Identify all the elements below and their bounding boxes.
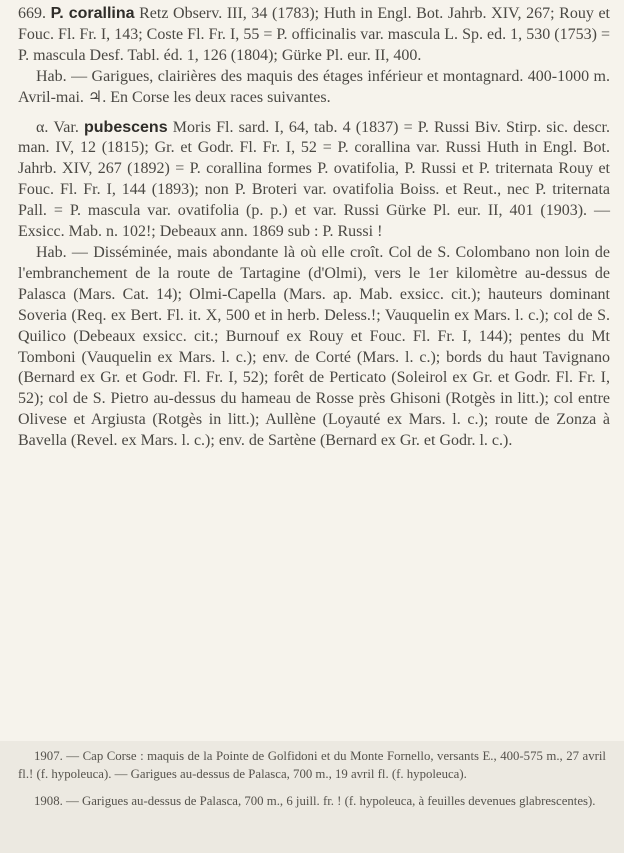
variety-label: α. Var. — [36, 118, 79, 136]
note-1907: 1907. — Cap Corse : maquis de la Pointe de Golfidoni et du Monte Fornello, versants E., 400-575 m., 27 avril fl.! (f. hypoleuca). — Garigues au-dessus de Palasca, 700 m., 19 avril fl. (f. hypoleuca). — [18, 749, 606, 781]
note-1908: 1908. — Garigues au-dessus de Palasca, 700 m., 6 juill. fr. ! (f. hypoleuca, à feuilles devenues glabrescentes). — [34, 794, 596, 808]
variety-habitat: Hab. — Disséminée, mais abondante là où elle croît. Col de S. Colombano non loin de l'embranchement de la route de Tartagine (d'Olmi), vers le 1er kilomètre au-dessus de Palasca (Mars. Cat. 14); Olmi-Capella (Mars. ap. Mab. exsicc. cit.); hauteurs dominant Soveria (Req. ex Bert. Fl. it. X, 500 et in herb. Deless.!; Vauquelin ex Mars. l. c.); col de S. Quilico (Debeaux exsicc. cit.; Burnouf ex Rouy et Fouc. Fl. Fr. I, 144); pentes du Mt Tomboni (Vauquelin ex Mars. l. c.); env. de Corté (Mars. l. c.); bords du haut Tavignano (Bernard ex Gr. et Godr. Fl. Fr. I, 52); forêt de Perticato (Soleirol ex Gr. et Godr. Fl. Fr. I, 52); col de S. Pietro au-dessus du hameau de Rosse près Ghisoni (Rotgès in litt.); col entre Olivese et Argiusta (Rotgès in litt.); Aullène (Loyauté ex Mars. l. c.); route de Zonza à Bavella (Revel. ex Mars. l. c.); env. de Sartène (Bernard ex Gr. et Godr. l. c.). — [18, 243, 610, 450]
species-name: P. corallina — [50, 5, 135, 22]
variety-name: pubescens — [84, 118, 168, 136]
variety-pubescens-paragraph — [18, 118, 610, 243]
main-text-block — [18, 4, 610, 452]
entry-number: 669. — [18, 5, 46, 22]
entry-669-paragraph — [18, 4, 610, 67]
entry-669-synonymy: Retz Observ. III, 34 (1783); Huth in Engl. Bot. Jahrb. XIV, 267; Rouy et Fouc. Fl. Fr. I, 143; Coste Fl. Fr. I, 55 = P. officinalis var. mascula L. Sp. ed. 1, 530 (1753) = P. mascula Desf. Tabl. éd. 1, 126 (1804); Gürke Pl. eur. II, 400. — [18, 5, 610, 64]
field-notes-block — [18, 747, 606, 810]
entry-669-habitat: Hab. — Garigues, clairières des maquis des étages inférieur et montagnard. 400-1000 m. Avril-mai. ♃. En Corse les deux races suivantes. — [18, 67, 610, 106]
variety-synonymy: Moris Fl. sard. I, 64, tab. 4 (1837) = P. Russi Biv. Stirp. sic. descr. man. IV, 12 (1815); Gr. et Godr. Fl. Fr. I, 52 = P. corallina var. Russi Huth in Engl. Bot. Jahrb. XIV, 267 (1892) = P. corallina formes P. ovatifolia, P. Russi et P. triternata Rouy et Fouc. Fl. Fr. I, 144 (1893); non P. Broteri var. ovatifolia Boiss. et Reut., nec P. triternata Pall. = P. mascula var. ovatifolia (p. p.) et var. Russi Gürke Pl. eur. II, 401 (1903). — Exsicc. Mab. n. 102!; Debeaux ann. 1869 sub : P. Russi ! — [18, 118, 610, 241]
